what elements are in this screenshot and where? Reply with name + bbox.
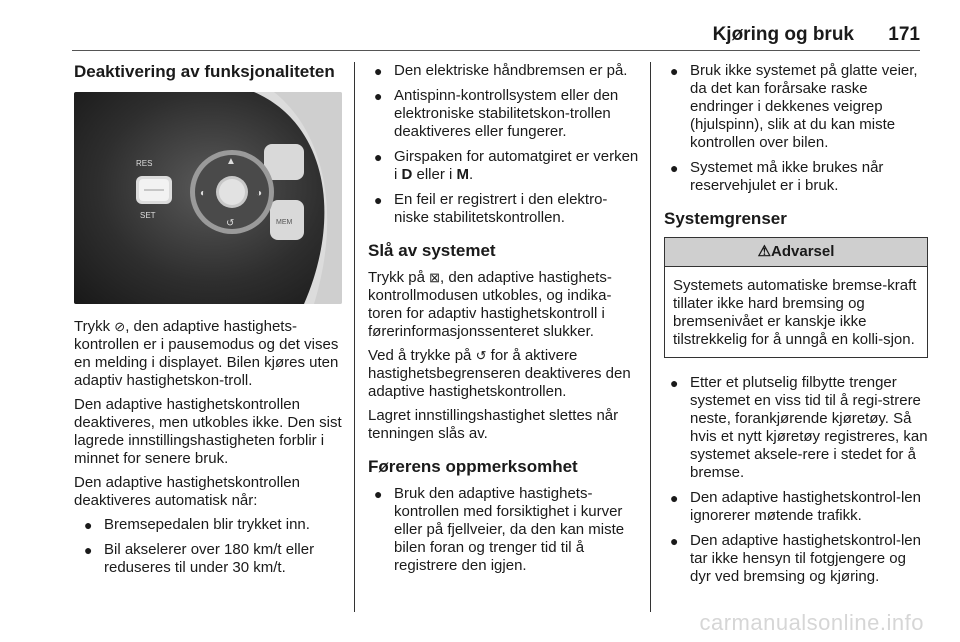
column-divider — [354, 62, 355, 612]
list-item: ● Bruk ikke systemet på glatte veier, da det kan forårsake raske endringer i dekkenes veigrep (hjulspinn), slik at du kan miste kontrollen over bilen. — [670, 62, 918, 151]
bullet-list — [74, 516, 344, 577]
paragraph: Den adaptive hastighetskontrollen deaktiveres automatisk når: — [74, 474, 300, 509]
cruise-off-icon: ⊠ — [429, 270, 441, 285]
paragraph: Den adaptive hastighetskontrollen deaktiveres, men utkobles ikke. Den sist lagrede innstillingshastigheten forblir i minnet for senere bruk. — [74, 396, 342, 467]
svg-text:◑: ◑ — [256, 188, 263, 199]
pause-icon: ⊘ — [114, 319, 126, 334]
warning-header — [665, 238, 927, 267]
list-item: ● Etter et plutselig filbytte trenger systemet en viss tid til å regi-strere neste, forankjørende kjøretøy. Så hvis et nytt kjøretøy registreres, kan systemet aksele-rere i stedet for å bremse. — [670, 374, 928, 481]
list-item: ● Bil akselerer over 180 km/t eller reduseres til under 30 km/t. — [84, 541, 315, 576]
list-item: ● Systemet må ikke brukes når reservehjulet er i bruk. — [670, 159, 884, 194]
bullet-list — [664, 62, 930, 195]
paragraph: Trykk ⊘, den adaptive hastighets-kontrollen er i pausemodus og det vises en melding i displayet. Bilen kjøres uten adaptiv hastighetskon-troll. — [74, 318, 339, 389]
list-item: ● Den elektriske håndbremsen er på. — [374, 62, 628, 79]
warning-box — [664, 237, 928, 358]
section-title: Kjøring og bruk — [712, 24, 854, 45]
heading-driver-attention: Førerens oppmerksomhet — [368, 457, 578, 476]
paragraph: Lagret innstillingshastighet slettes når tenningen slås av. — [368, 407, 619, 442]
set-label: SET — [140, 211, 156, 220]
page-header — [72, 24, 920, 50]
page-number: 171 — [888, 24, 920, 45]
warning-body: Systemets automatiske bremse-kraft tillater ikke hard bremsing og bremsenivået er kanskje ikke tilstrekkelig for å unngå en kolli-sjon. — [673, 277, 917, 348]
column-2 — [368, 62, 640, 582]
list-item: ● Den adaptive hastighetskontrol-len ignorerer møtende trafikk. — [670, 489, 921, 524]
list-item: ● Bremsepedalen blir trykket inn. — [84, 516, 310, 533]
bullet-list — [664, 374, 930, 586]
paragraph: Ved å trykke på ↺ for å aktivere hastighetsbegrenseren deaktiveres den adaptive hastighetskontrollen. — [368, 347, 631, 400]
svg-text:↺: ↺ — [226, 218, 235, 229]
warning-title: Advarsel — [771, 243, 835, 260]
warning-icon: ⚠ — [757, 243, 772, 260]
column-1 — [74, 62, 344, 584]
mem-label: MEM — [276, 219, 293, 226]
column-divider — [650, 62, 651, 612]
column-3 — [664, 62, 930, 593]
header-rule — [72, 50, 920, 51]
list-item: ● Girspaken for automatgiret er verken i D eller i M. — [374, 148, 639, 183]
list-item: ● Den adaptive hastighetskontrol-len tar ikke hensyn til fotgjengere og dyr ved bremsing og kjøring. — [670, 532, 921, 585]
limiter-icon: ↺ — [475, 348, 487, 363]
steering-wheel-photo — [74, 92, 342, 304]
heading-turn-off: Slå av systemet — [368, 241, 496, 260]
list-item: ● Bruk den adaptive hastighets-kontrollen med forsiktighet i kurver eller på fjellveier, da den kan miste bilen foran og trenger tid til å registrere den igjen. — [374, 485, 625, 574]
list-item: ● En feil er registrert i den elektro-niske stabilitetskontrollen. — [374, 191, 608, 226]
bullet-list — [368, 62, 640, 227]
paragraph: Trykk på ⊠, den adaptive hastighets-kontrollmodusen utkobles, og indika-toren for adaptiv hastighetskontroll i førerinformasjonssenteret slukker. — [368, 269, 612, 340]
svg-text:▲: ▲ — [226, 156, 236, 167]
heading-deactivation: Deaktivering av funksjonaliteten — [74, 62, 335, 81]
res-label: RES — [136, 159, 153, 168]
heading-system-limits: Systemgrenser — [664, 209, 787, 228]
watermark: carmanualsonline.info — [699, 610, 924, 635]
list-item: ● Antispinn-kontrollsystem eller den elektroniske stabilitetskon-trollen deaktiveres eller fungerer. — [374, 87, 619, 140]
svg-text:◐: ◐ — [200, 188, 207, 199]
bullet-list — [368, 485, 640, 575]
